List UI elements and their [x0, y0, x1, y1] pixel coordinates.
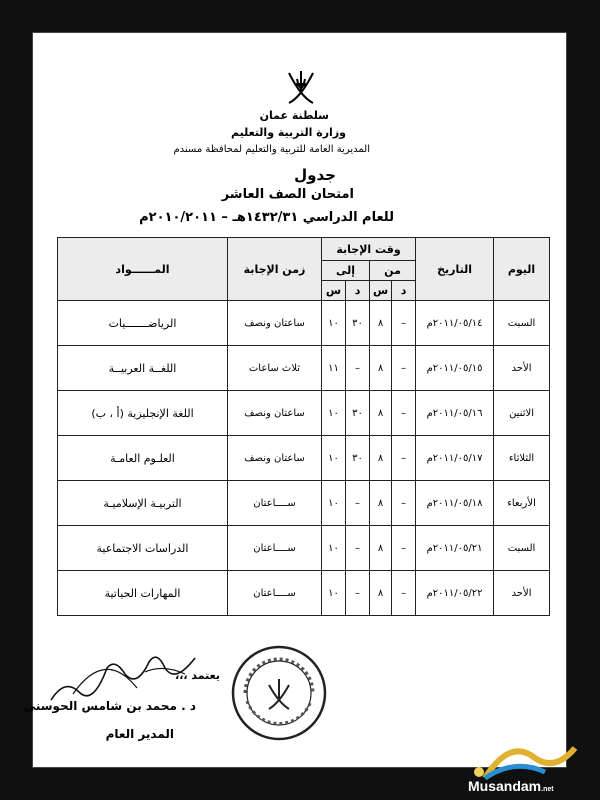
column-header-from: من — [370, 261, 416, 281]
table-row — [58, 481, 550, 526]
column-header-to: إلى — [322, 261, 370, 281]
day-cell: الثلاثاء — [494, 436, 550, 481]
date-cell: ٢٠١١/٠٥/١٤م — [416, 301, 494, 346]
subject-cell: العلـوم العامـة — [58, 436, 228, 481]
from-hour-cell: ٨ — [370, 301, 392, 346]
to-minute-cell: ٣٠ — [346, 391, 370, 436]
subject-cell: اللغة الإنجليزية (أ ، ب) — [58, 391, 228, 436]
duration-cell: ســــاعتان — [228, 526, 322, 571]
site-watermark-name: Musandam — [468, 778, 542, 794]
duration-cell: ساعتان ونصف — [228, 391, 322, 436]
column-header-answer-time: وقت الإجابة — [322, 238, 416, 261]
to-minute-cell: ٣٠ — [346, 301, 370, 346]
from-minute-cell: – — [392, 481, 416, 526]
duration-cell: ساعتان ونصف — [228, 301, 322, 346]
subject-cell: اللغــة العربيــة — [58, 346, 228, 391]
to-minute-cell: – — [346, 346, 370, 391]
date-cell: ٢٠١١/٠٥/١٧م — [416, 436, 494, 481]
official-stamp — [229, 643, 329, 743]
from-hour-cell: ٨ — [370, 481, 392, 526]
from-hour-cell: ٨ — [370, 436, 392, 481]
date-cell: ٢٠١١/٠٥/٢١م — [416, 526, 494, 571]
site-watermark-tld: .net — [541, 786, 554, 793]
duration-cell: ساعتان ونصف — [228, 436, 322, 481]
subject-cell: التربيـة الإسلاميـة — [58, 481, 228, 526]
to-hour-cell: ١٠ — [322, 301, 346, 346]
to-minute-cell: – — [346, 526, 370, 571]
column-header-from-minute: د — [392, 281, 416, 301]
table-row — [58, 391, 550, 436]
oman-emblem-icon — [285, 67, 317, 107]
academic-year: للعام الدراسي ١٤٣٢/٣١هـ – ٢٠١٠/٢٠١١م — [139, 210, 394, 225]
day-cell: الأحد — [494, 571, 550, 616]
from-hour-cell: ٨ — [370, 571, 392, 616]
from-minute-cell: – — [392, 346, 416, 391]
exam-schedule-table — [57, 237, 550, 616]
table-row — [58, 436, 550, 481]
document-page — [23, 33, 566, 767]
from-hour-cell: ٨ — [370, 346, 392, 391]
to-hour-cell: ١٠ — [322, 436, 346, 481]
day-cell: الاثنين — [494, 391, 550, 436]
handwritten-signature — [45, 628, 205, 708]
from-minute-cell: – — [392, 571, 416, 616]
from-minute-cell: – — [392, 436, 416, 481]
approval-text: يعتمد ،،، — [175, 669, 220, 682]
table-row — [58, 526, 550, 571]
duration-cell: ثلاث ساعات — [228, 346, 322, 391]
document-subtitle: امتحان الصف العاشر — [221, 187, 354, 202]
duration-cell: ســــاعتان — [228, 481, 322, 526]
to-hour-cell: ١٠ — [322, 526, 346, 571]
column-header-day: اليوم — [494, 238, 550, 301]
table-row — [58, 346, 550, 391]
day-cell: السبت — [494, 526, 550, 571]
subject-cell: الرياضـــــــيات — [58, 301, 228, 346]
date-cell: ٢٠١١/٠٥/٢٢م — [416, 571, 494, 616]
from-hour-cell: ٨ — [370, 391, 392, 436]
to-minute-cell: ٣٠ — [346, 436, 370, 481]
duration-cell: ســــاعتان — [228, 571, 322, 616]
to-hour-cell: ١٠ — [322, 481, 346, 526]
to-hour-cell: ١٠ — [322, 571, 346, 616]
column-header-from-hour: س — [370, 281, 392, 301]
day-cell: السبت — [494, 301, 550, 346]
header-ministry: وزارة التربية والتعليم — [231, 126, 346, 139]
table-row — [58, 571, 550, 616]
to-hour-cell: ١١ — [322, 346, 346, 391]
day-cell: الأربعاء — [494, 481, 550, 526]
day-cell: الأحد — [494, 346, 550, 391]
signer-name: د . محمد بن شامس الحوسني — [23, 699, 196, 713]
column-header-to-minute: د — [346, 281, 370, 301]
header-directorate: المديرية العامة للتربية والتعليم لمحافظة مسندم — [173, 144, 370, 155]
to-minute-cell: – — [346, 571, 370, 616]
site-watermark — [468, 778, 554, 794]
date-cell: ٢٠١١/٠٥/١٨م — [416, 481, 494, 526]
column-header-duration: زمن الإجابة — [228, 238, 322, 301]
column-header-subject: المــــــواد — [58, 238, 228, 301]
document-title: جدول — [294, 166, 336, 184]
date-cell: ٢٠١١/٠٥/١٥م — [416, 346, 494, 391]
to-hour-cell: ١٠ — [322, 391, 346, 436]
subject-cell: المهارات الحياتية — [58, 571, 228, 616]
column-header-to-hour: س — [322, 281, 346, 301]
from-minute-cell: – — [392, 301, 416, 346]
header-country: سلطنة عمان — [259, 109, 329, 122]
column-header-date: التاريخ — [416, 238, 494, 301]
to-minute-cell: – — [346, 481, 370, 526]
table-row — [58, 301, 550, 346]
from-hour-cell: ٨ — [370, 526, 392, 571]
from-minute-cell: – — [392, 526, 416, 571]
subject-cell: الدراسات الاجتماعية — [58, 526, 228, 571]
site-watermark-logo-icon — [455, 728, 600, 784]
from-minute-cell: – — [392, 391, 416, 436]
date-cell: ٢٠١١/٠٥/١٦م — [416, 391, 494, 436]
signer-title: المدير العام — [105, 727, 174, 741]
